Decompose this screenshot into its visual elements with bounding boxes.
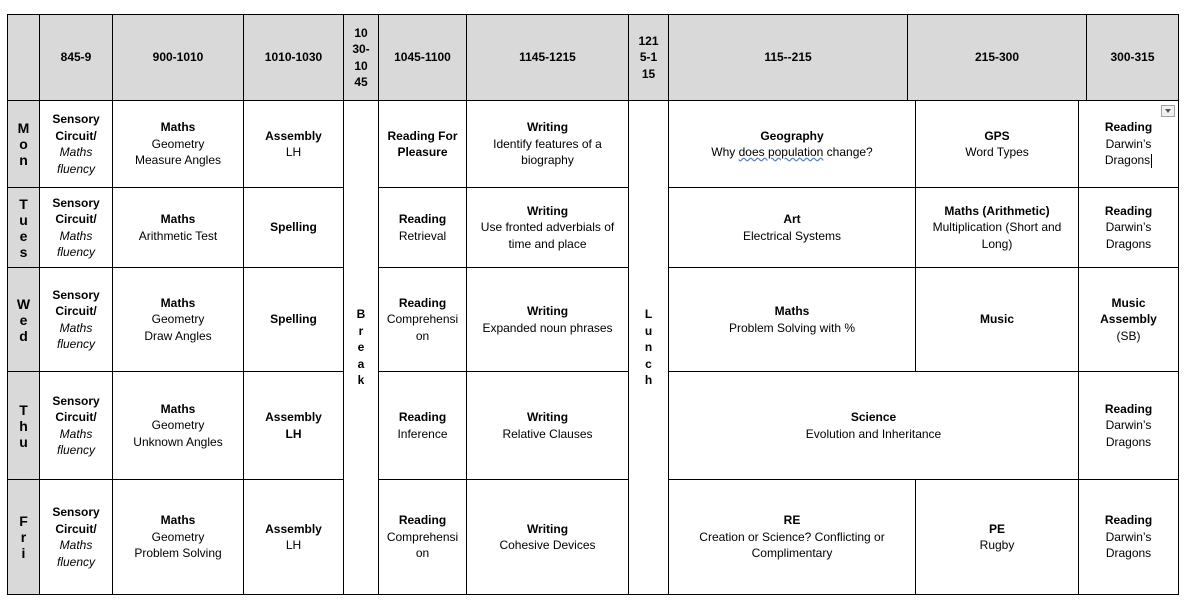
tue-writing: Writing Use fronted adverbials of time and place	[466, 187, 629, 268]
fri-pe: PE Rugby	[915, 479, 1079, 595]
mon-assembly: Assembly LH	[243, 100, 344, 188]
day-fri: F r i	[7, 479, 40, 595]
tue-sensory: Sensory Circuit/ Maths fluency	[39, 187, 113, 268]
mon-gps: GPS Word Types	[915, 100, 1079, 188]
header-corner	[7, 14, 40, 101]
header-time-900-1010: 900-1010	[112, 14, 244, 101]
thu-maths: Maths Geometry Unknown Angles	[112, 371, 244, 480]
header-time-215-300: 215-300	[907, 14, 1087, 101]
tue-reading: Reading Retrieval	[378, 187, 467, 268]
tue-maths: Maths Arithmetic Test	[112, 187, 244, 268]
thu-writing: Writing Relative Clauses	[466, 371, 629, 480]
mon-reading-darwin[interactable]: Reading Darwin’s Dragons	[1078, 100, 1179, 188]
wed-music-assembly: Music Assembly (SB)	[1078, 267, 1179, 372]
header-time-1010-1030: 1010-1030	[243, 14, 344, 101]
fri-reading-darwin: Reading Darwin’s Dragons	[1078, 479, 1179, 595]
mon-reading: Reading For Pleasure	[378, 100, 467, 188]
wed-music: Music	[915, 267, 1079, 372]
fri-re: RE Creation or Science? Conflicting or Complimentary	[668, 479, 916, 595]
wed-writing: Writing Expanded noun phrases	[466, 267, 629, 372]
tue-art: Art Electrical Systems	[668, 187, 916, 268]
fri-sensory: Sensory Circuit/ Maths fluency	[39, 479, 113, 595]
dropdown-arrow-icon[interactable]	[1161, 105, 1175, 117]
day-thu: T h u	[7, 371, 40, 480]
header-time-1145-1215: 1145-1215	[466, 14, 629, 101]
wed-maths: Maths Geometry Draw Angles	[112, 267, 244, 372]
mon-geography-sub-a: Why	[711, 145, 739, 159]
lunch-column: L u n c h	[628, 100, 669, 595]
mon-writing: Writing Identify features of a biography	[466, 100, 629, 188]
wed-spelling: Spelling	[243, 267, 344, 372]
thu-reading: Reading Inference	[378, 371, 467, 480]
mon-geography-sub-c: change?	[823, 145, 873, 159]
text-cursor	[1151, 154, 1152, 168]
wed-maths-pm: Maths Problem Solving with %	[668, 267, 916, 372]
wed-reading: Reading Comprehensi on	[378, 267, 467, 372]
header-time-1045-1100: 1045-1100	[378, 14, 467, 101]
header-time-300-315: 300-315	[1086, 14, 1179, 101]
thu-reading-darwin: Reading Darwin’s Dragons	[1078, 371, 1179, 480]
mon-maths: Maths Geometry Measure Angles	[112, 100, 244, 188]
spellcheck-underline: does population	[738, 145, 824, 159]
fri-reading: Reading Comprehensi on	[378, 479, 467, 595]
header-time-115-215: 115--215	[668, 14, 908, 101]
thu-assembly: Assembly LH	[243, 371, 344, 480]
wed-sensory: Sensory Circuit/ Maths fluency	[39, 267, 113, 372]
header-time-845-9: 845-9	[39, 14, 113, 101]
header-time-break: 10 30- 10 45	[343, 14, 379, 101]
mon-geography: Geography Why does population change?	[668, 100, 916, 188]
fri-writing: Writing Cohesive Devices	[466, 479, 629, 595]
day-mon: M o n	[7, 100, 40, 188]
fri-maths: Maths Geometry Problem Solving	[112, 479, 244, 595]
fri-assembly: Assembly LH	[243, 479, 344, 595]
tue-maths-arithmetic: Maths (Arithmetic) Multiplication (Short and Long)	[915, 187, 1079, 268]
mon-sensory: Sensory Circuit/ Maths fluency	[39, 100, 113, 188]
thu-science: Science Evolution and Inheritance	[668, 371, 1079, 480]
tue-reading-darwin: Reading Darwin’s Dragons	[1078, 187, 1179, 268]
day-wed: W e d	[7, 267, 40, 372]
day-tues: T u e s	[7, 187, 40, 268]
break-column: B r e a k	[343, 100, 379, 595]
thu-sensory: Sensory Circuit/ Maths fluency	[39, 371, 113, 480]
tue-spelling: Spelling	[243, 187, 344, 268]
header-time-lunch: 121 5-1 15	[628, 14, 669, 101]
